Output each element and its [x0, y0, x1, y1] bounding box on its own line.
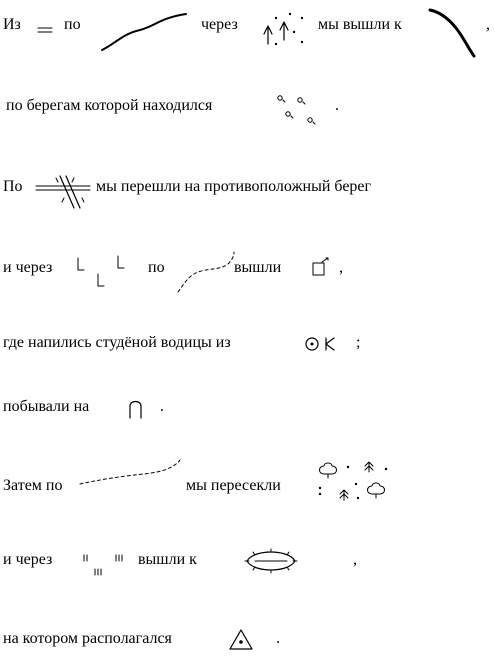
meadow-sign-icon	[80, 553, 130, 579]
bridge-sign-icon	[34, 172, 94, 212]
line5-text: где напились студёной водицы из	[3, 334, 231, 351]
line4-text-po: по	[148, 259, 165, 276]
line3-text-po: По	[3, 178, 23, 195]
line8-comma: ,	[353, 551, 357, 568]
line8-text-i-cherez: и через	[3, 551, 53, 568]
line6-period: .	[160, 398, 164, 415]
line9-period: .	[276, 630, 280, 647]
line1-text-cherez: через	[201, 16, 238, 33]
pit-sign-icon	[74, 254, 130, 288]
line4-text-i-cherez: и через	[3, 259, 53, 276]
line2-period: .	[335, 97, 339, 114]
swamp-sign-icon	[243, 548, 299, 574]
line5-semicolon: ;	[356, 334, 361, 351]
river-sign-icon	[428, 8, 478, 58]
line1-text-vyshli-k: мы вышли к	[318, 16, 402, 33]
line2-text: по берегам которой находился	[6, 97, 213, 114]
line8-text-vyshli-k: вышли к	[138, 551, 197, 568]
line1-text-po: по	[64, 16, 81, 33]
line6-text: побывали на	[3, 398, 90, 415]
sand-sign-icon	[272, 92, 322, 128]
line1-comma: ,	[486, 16, 490, 33]
cave-sign-icon	[127, 398, 145, 420]
line7-text-zatem-po: Затем по	[3, 477, 63, 494]
triangulation-point-sign-icon	[228, 628, 254, 652]
mixed-forest-sign-icon	[262, 10, 310, 50]
mixed-forest-sign-icon	[314, 460, 392, 504]
spring-sign-icon	[304, 335, 344, 353]
line1-text-iz: Из	[3, 16, 21, 33]
settlement-sign-icon	[36, 26, 54, 36]
line4-text-vyshli: вышли	[234, 259, 282, 276]
path-sign-icon	[78, 456, 184, 488]
line4-comma: ,	[339, 259, 343, 276]
line3-text-rest: мы перешли на противоположный берег	[96, 178, 372, 195]
road-sign-icon	[100, 10, 190, 54]
line9-text: на котором располагался	[3, 630, 172, 647]
path-sign-icon	[176, 250, 238, 294]
house-sign-icon	[311, 256, 331, 278]
line7-text-peresekli: мы пересекли	[186, 477, 281, 494]
